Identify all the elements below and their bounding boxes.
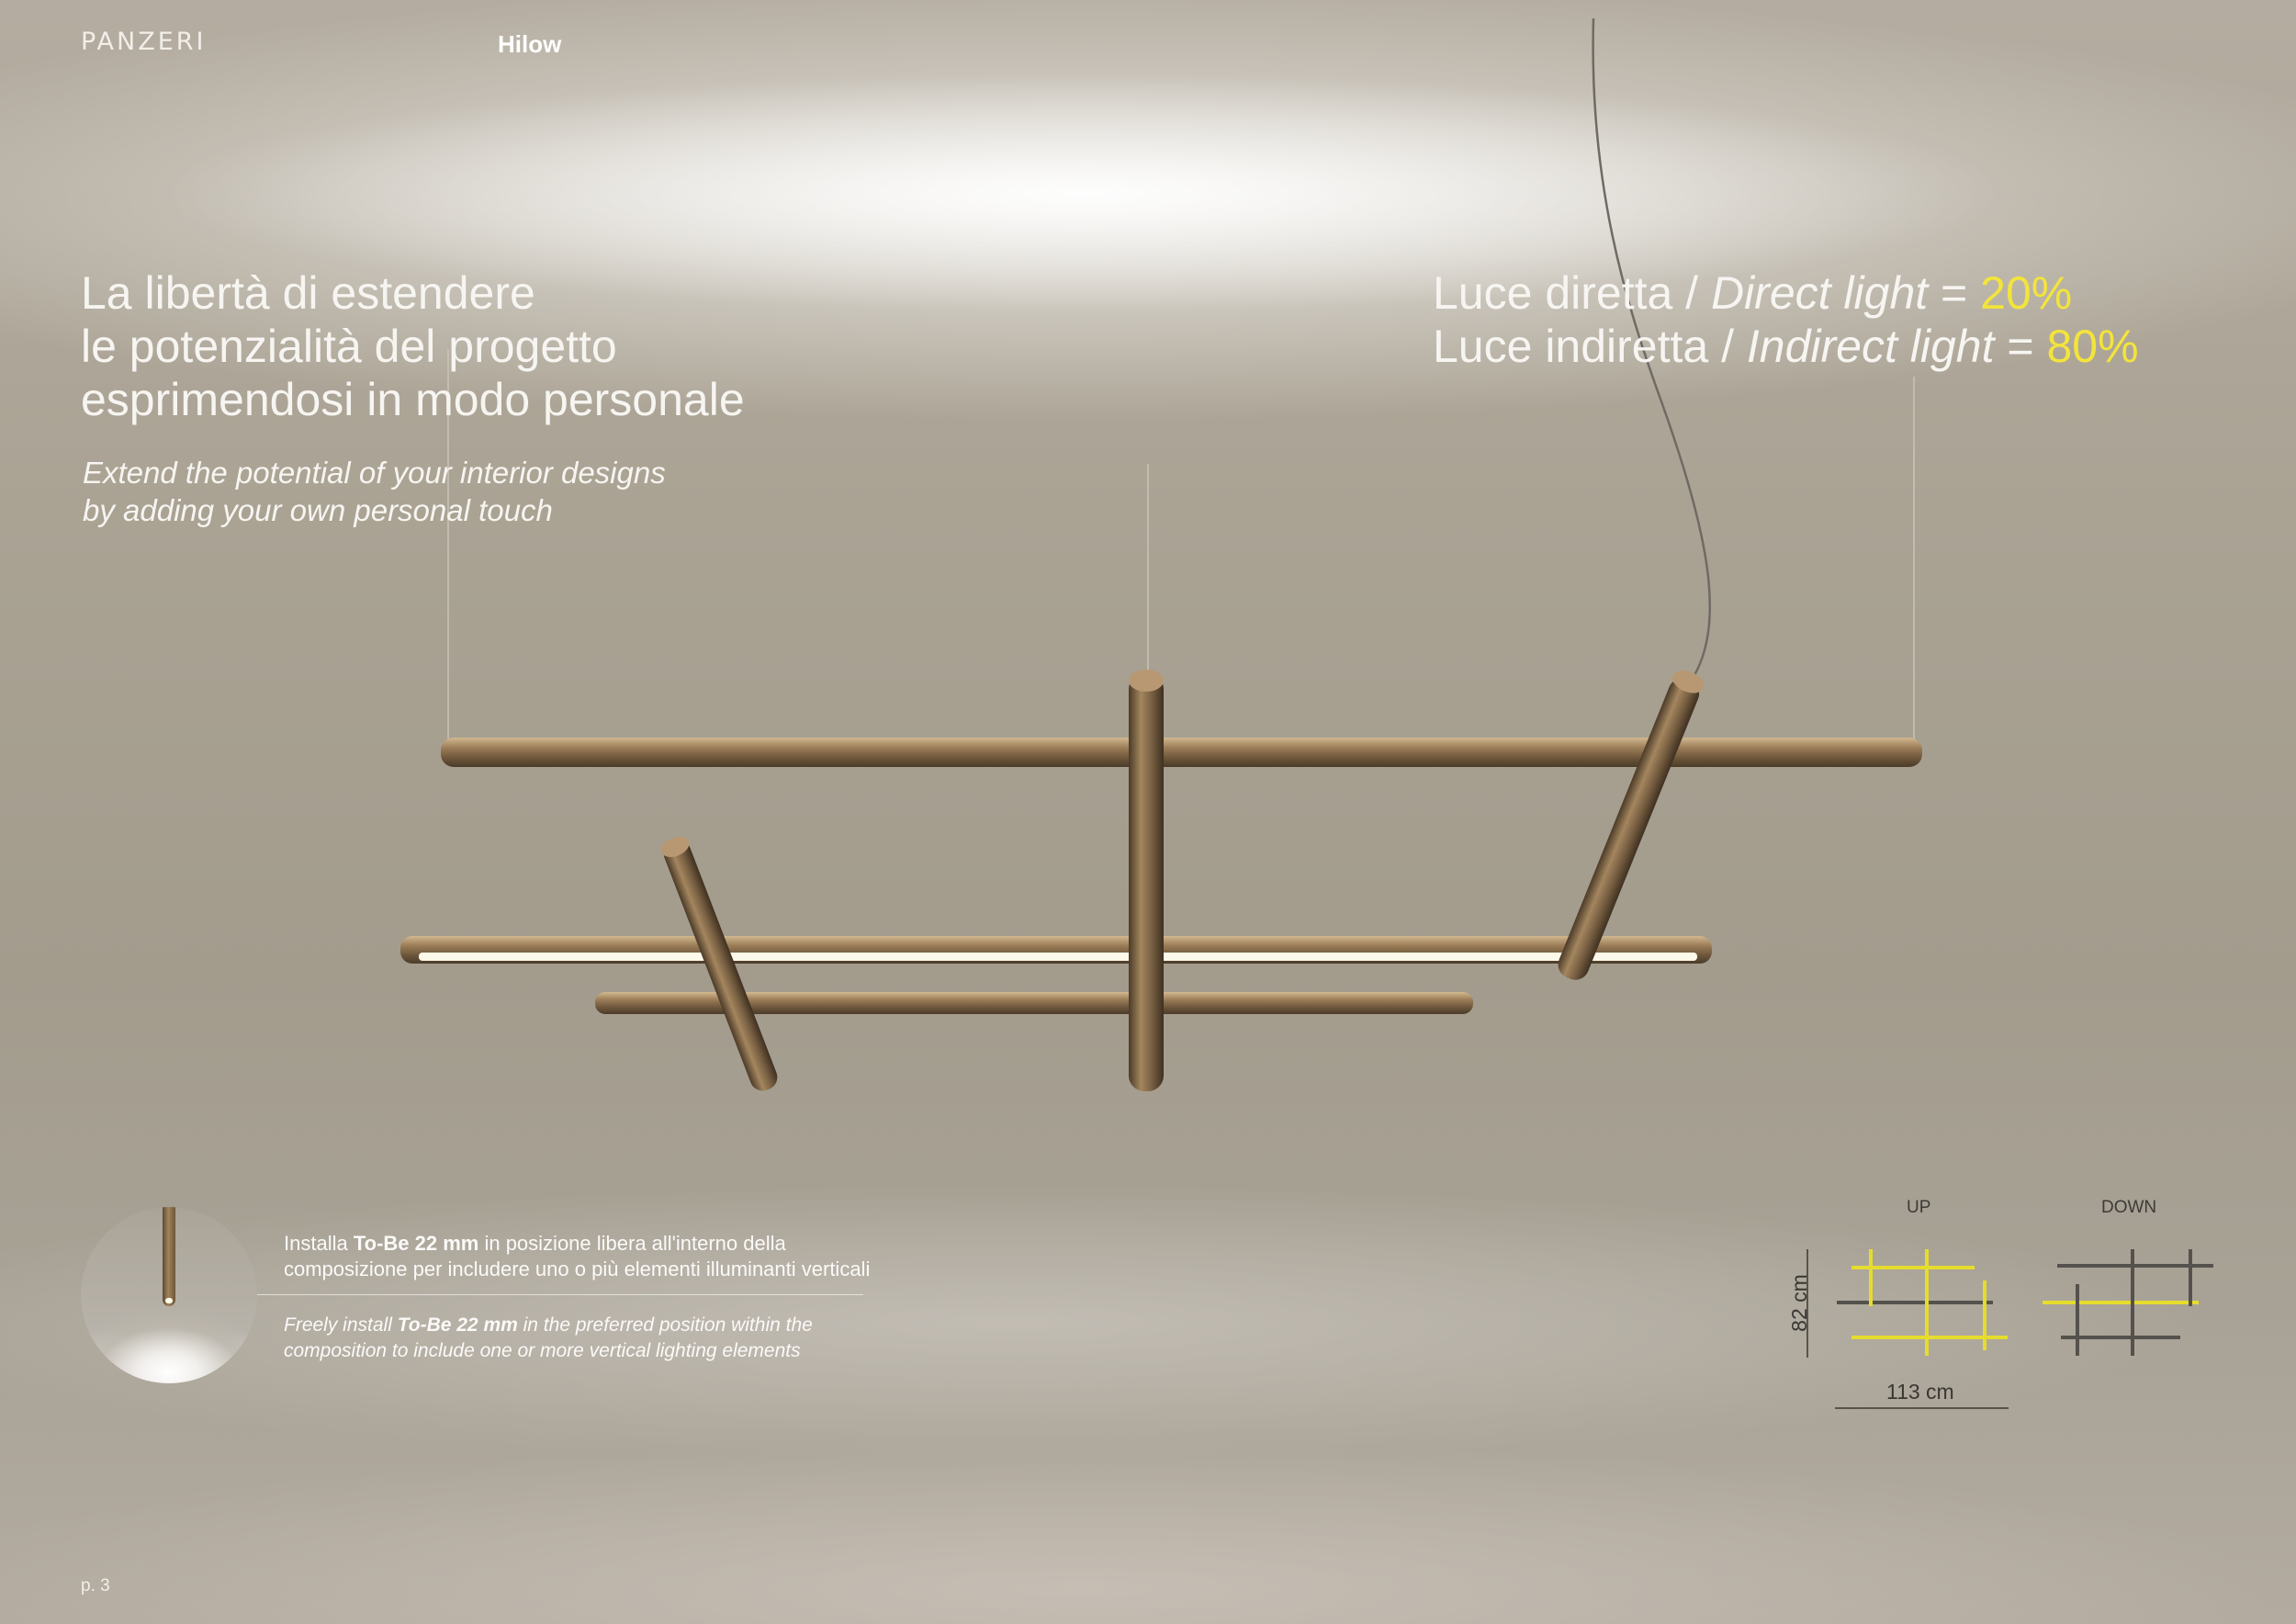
equals-sign: = — [1994, 321, 2047, 372]
up-diagram — [1837, 1249, 2008, 1356]
down-label: DOWN — [2101, 1198, 2157, 1217]
headline-line: La libertà di estendere — [81, 267, 535, 319]
indirect-label-it: Luce indiretta / — [1433, 321, 1747, 372]
direct-light-value: 20% — [1980, 267, 2073, 319]
subline-line: Extend the potential of your interior designs — [83, 456, 666, 490]
install-text: Installa — [284, 1232, 354, 1255]
direct-label-en: Direct light — [1710, 267, 1929, 319]
subline-line: by adding your own personal touch — [83, 493, 553, 527]
width-dimension: 113 cm — [1886, 1380, 1954, 1404]
height-dimension: 82 cm — [1786, 1274, 1811, 1332]
page-number: p. 3 — [81, 1576, 110, 1596]
install-text: Freely install — [284, 1314, 398, 1336]
headline-line: esprimendosi in modo personale — [81, 374, 745, 425]
up-label: UP — [1907, 1198, 1931, 1217]
install-text: in posizione libera all'interno della composizione per includere uno o più elementi illuminanti verticali — [284, 1232, 871, 1280]
product-reference: To-Be 22 mm — [353, 1232, 479, 1255]
equals-sign: = — [1928, 267, 1981, 319]
headline-line: le potenzialità del progetto — [81, 321, 617, 372]
direct-label-it: Luce diretta / — [1433, 267, 1711, 319]
indirect-label-en: Indirect light — [1746, 321, 1995, 372]
install-text: in the preferred position within the composition to include one or more vertical lighting elements — [284, 1314, 813, 1361]
product-name: Hilow — [498, 30, 562, 58]
indirect-light-value: 80% — [2046, 321, 2139, 372]
product-reference: To-Be 22 mm — [397, 1314, 518, 1336]
down-diagram — [2043, 1249, 2213, 1356]
brand-logo: PANZERI — [81, 28, 207, 56]
